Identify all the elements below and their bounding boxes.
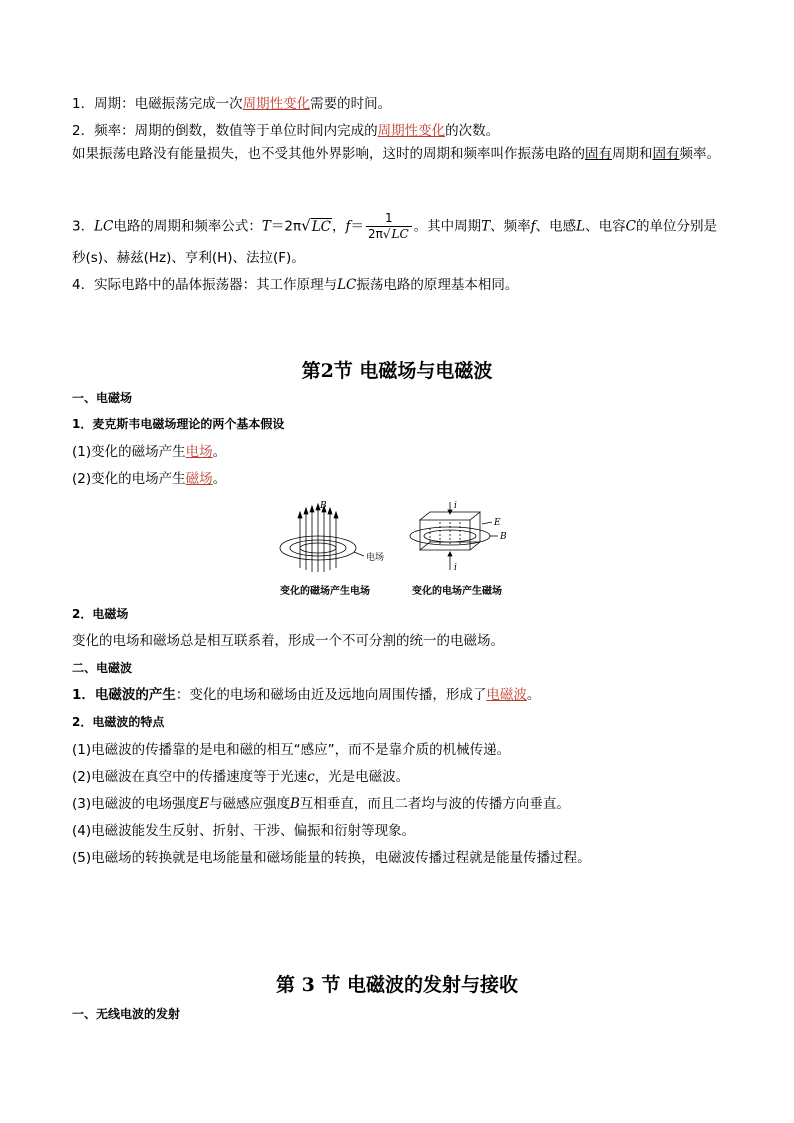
symbol: T — [261, 218, 271, 235]
period-definition — [72, 94, 391, 114]
text: 与磁感应强度 — [208, 796, 290, 812]
highlight-term: 电磁波 — [486, 687, 527, 703]
text: 的次数。 — [445, 123, 500, 139]
em-field-heading: 2．电磁场 — [72, 607, 129, 621]
highlight-term: 周期性变化 — [242, 96, 311, 112]
symbol: L — [576, 218, 586, 235]
fraction-numerator: 1 — [366, 211, 412, 227]
label-electric-field: 电场 — [366, 553, 385, 563]
text: ＝ — [350, 218, 364, 235]
text: 需要的时间。 — [310, 96, 392, 112]
text: 、频率 — [490, 218, 531, 235]
figure-caption-left: 变化的磁场产生电场 — [280, 586, 370, 597]
magnetic-field-diagram — [280, 504, 364, 572]
text: (2)电磁波在真空中的传播速度等于光速 — [72, 769, 308, 785]
feature-4: (4)电磁波能发生反射、折射、干涉、偏振和衍射等现象。 — [72, 823, 416, 839]
units-line: 秒(s)、赫兹(Hz)、亨利(H)、法拉(F)。 — [72, 250, 305, 266]
label-i-bottom: i — [454, 563, 457, 573]
frequency-fraction — [366, 211, 412, 242]
text: 频率。 — [679, 146, 720, 162]
fraction-denominator: 2π√LC — [367, 227, 409, 241]
text: 、电容 — [585, 218, 626, 235]
em-wave-generation — [72, 685, 540, 705]
em-field-figure — [270, 500, 530, 600]
section-3-title: 第 3 节 电磁波的发射与接收 — [275, 974, 519, 996]
symbol: c — [307, 769, 315, 785]
sqrt-sign: √ — [301, 216, 311, 235]
em-wave-features-heading: 2．电磁波的特点 — [72, 715, 165, 729]
label-b-right: B — [500, 532, 507, 542]
text: 的单位分别是 — [635, 218, 717, 235]
feature-2 — [72, 767, 409, 787]
hypothesis-1 — [72, 442, 226, 462]
label-b: B — [320, 501, 327, 511]
text: 3． — [72, 218, 95, 235]
symbol: C — [625, 218, 636, 235]
frequency-definition — [72, 121, 499, 141]
label-e: E — [494, 518, 501, 528]
underlined-term: 固有 — [585, 146, 612, 162]
text: 1．周期：电磁振荡完成一次 — [72, 96, 243, 112]
crystal-oscillator-line — [72, 275, 518, 295]
symbol: B — [289, 796, 300, 812]
text: 。 — [526, 687, 541, 703]
symbol: E — [199, 796, 209, 812]
text: 、电感 — [535, 218, 577, 235]
text: 振荡电路的原理基本相同。 — [356, 277, 519, 293]
text: 周期和 — [612, 146, 653, 162]
feature-1: (1)电磁波的传播靠的是电和磁的相互“感应”，而不是靠介质的机械传递。 — [72, 742, 511, 758]
text: (3)电磁波的电场强度 — [72, 796, 200, 812]
heading-radio-emission: 一、无线电波的发射 — [72, 1007, 181, 1021]
figure-caption-right: 变化的电场产生磁场 — [412, 586, 502, 597]
sqrt-content: LC — [391, 227, 409, 241]
underlined-term: 固有 — [652, 146, 680, 162]
text: (1)变化的磁场产生 — [72, 444, 186, 460]
text: 。 — [212, 444, 227, 460]
text: ， — [331, 218, 346, 235]
text: 电路的周期和频率公式： — [113, 218, 262, 235]
heading-em-wave: 二、电磁波 — [72, 661, 133, 675]
text: ：变化的电场和磁场由近及远地向周围传播，形成了 — [175, 687, 487, 703]
highlight-term: 磁场 — [185, 471, 213, 487]
symbol: LC — [337, 277, 357, 293]
heading-em-field: 一、电磁场 — [72, 391, 133, 405]
em-field-description: 变化的电场和磁场总是相互联系着，形成一个不可分割的统一的电磁场。 — [72, 633, 504, 649]
lc-formula-line — [72, 211, 717, 242]
natural-period-paragraph — [72, 140, 724, 168]
label-i-top: i — [454, 501, 457, 511]
text: 如果振荡电路没有能量损失，也不受其他外界影响，这时的周期和频率叫作振荡电路的 — [72, 146, 585, 162]
highlight-term: 周期性变化 — [377, 123, 446, 139]
text: 2．频率：周期的倒数，数值等于单位时间内完成的 — [72, 123, 378, 139]
text: ＝2π — [270, 218, 302, 235]
text: 。其中周期 — [413, 218, 482, 235]
text: (2)变化的电场产生 — [72, 471, 186, 487]
text: 4．实际电路中的晶体振荡器：其工作原理与 — [72, 277, 338, 293]
text: 2π — [367, 227, 383, 241]
symbol: T — [481, 218, 491, 235]
symbol: f — [345, 218, 351, 235]
section-2-title: 第2节 电磁场与电磁波 — [301, 360, 493, 382]
text: 。 — [212, 471, 227, 487]
bold-text: 1．电磁波的产生 — [72, 687, 176, 703]
symbol: f — [530, 218, 536, 235]
electric-field-diagram — [410, 502, 498, 570]
text: 互相垂直，而且二者均与波的传播方向垂直。 — [299, 796, 570, 812]
symbol: LC — [94, 218, 114, 235]
field-diagrams — [270, 500, 530, 584]
sqrt-content: LC — [311, 218, 331, 235]
highlight-term: 电场 — [185, 444, 213, 460]
text: ，光是电磁波。 — [314, 769, 410, 785]
feature-3 — [72, 794, 570, 814]
maxwell-hypotheses-heading: 1．麦克斯韦电磁场理论的两个基本假设 — [72, 417, 285, 431]
hypothesis-2 — [72, 469, 226, 489]
feature-5: (5)电磁场的转换就是电场能量和磁场能量的转换，电磁波传播过程就是能量传播过程。 — [72, 850, 591, 866]
